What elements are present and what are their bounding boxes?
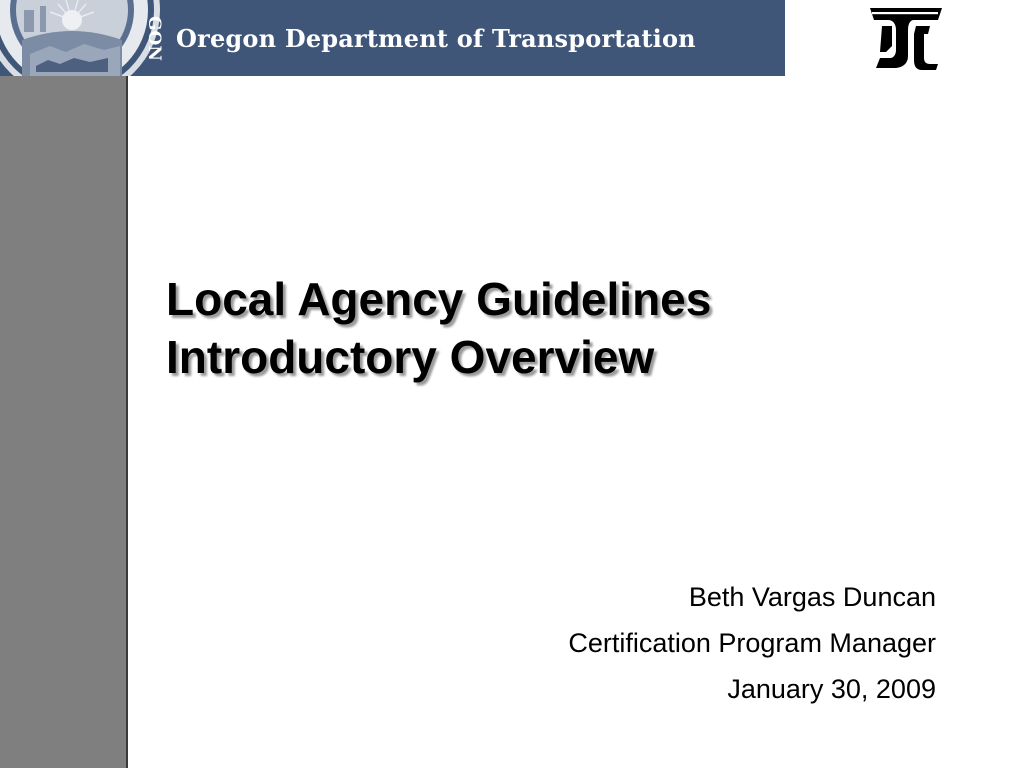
presenter-info <box>568 574 936 712</box>
agency-name: Oregon Department of Transportation <box>176 24 696 53</box>
header-banner <box>0 0 785 76</box>
seal-lettering: GON <box>144 16 164 61</box>
oregon-state-seal-icon <box>0 0 164 76</box>
presentation-date: January 30, 2009 <box>727 674 936 704</box>
slide-title <box>166 270 926 386</box>
title-line-2: Introductory Overview <box>166 331 655 383</box>
odot-t-logo-icon <box>866 4 946 72</box>
presenter-name: Beth Vargas Duncan <box>688 582 936 612</box>
sidebar-panel <box>0 76 128 768</box>
title-line-1: Local Agency Guidelines <box>166 273 712 325</box>
presenter-role: Certification Program Manager <box>568 628 936 658</box>
